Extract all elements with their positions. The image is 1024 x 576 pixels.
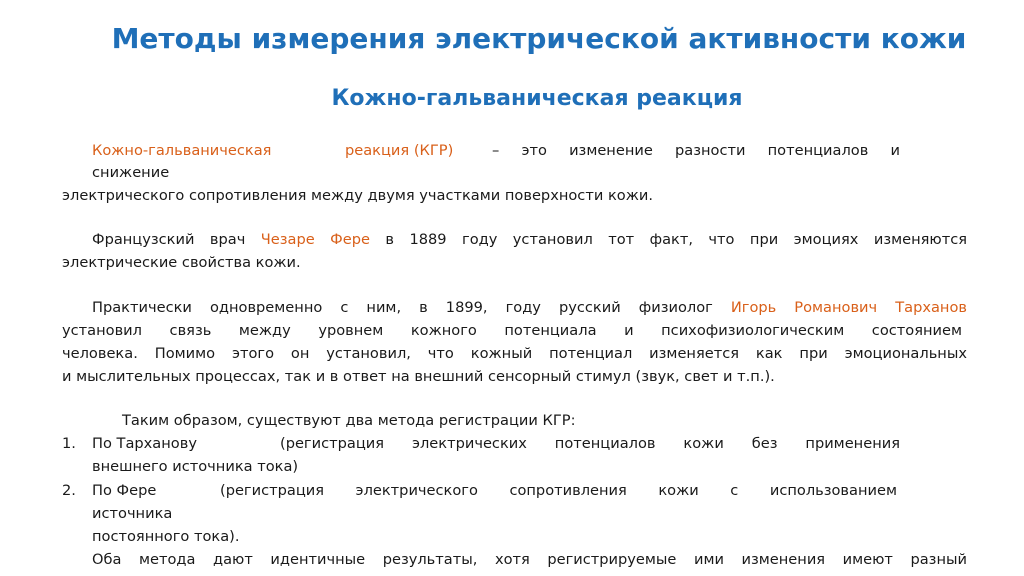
method-2-line2: источника xyxy=(92,505,173,522)
method-1-line2: внешнего источника тока) xyxy=(92,458,299,475)
term-kgr-abbr: реакция (КГР) xyxy=(345,142,454,159)
p1-line2: снижение xyxy=(92,164,170,181)
p3-line3: человека. Помимо этого он установил, что кожный потенциал изменяется как при эмоциональных xyxy=(62,345,967,362)
name-fere: Чезаре Фере xyxy=(260,231,370,248)
p3-line2: установил связь между уровнем кожного потенциала и психофизиологическим состоянием xyxy=(62,322,962,339)
method-2-desc: (регистрация электрического сопротивления кожи с использованием xyxy=(220,482,897,499)
p1-line3: электрического сопротивления между двумя участками поверхности кожи. xyxy=(62,187,653,204)
p1-definition: – это изменение разности потенциалов и xyxy=(492,142,900,159)
method-1-line1 xyxy=(92,434,900,454)
p1-line1 xyxy=(92,141,900,161)
method-2-label: По Фере xyxy=(92,482,157,499)
method-2-number: 2. xyxy=(62,482,76,499)
p2-post: в 1889 году установил тот факт, что при эмоциях изменяются xyxy=(369,231,968,248)
method-1-label: По Тарханову xyxy=(92,435,197,452)
p3-line1 xyxy=(92,298,967,318)
slide-subtitle: Кожно-гальваническая реакция xyxy=(331,86,743,111)
p2-line2: электрические свойства кожи. xyxy=(62,254,301,271)
methods-conclusion: Оба метода дают идентичные результаты, хотя регистрируемые ими изменения имеют разный xyxy=(92,551,967,568)
p3-line4: и мыслительных процессах, так и в ответ на внешний сенсорный стимул (звук, свет и т.п.). xyxy=(62,368,775,385)
method-1-number: 1. xyxy=(62,435,76,452)
p2-line1 xyxy=(92,230,967,250)
method-2-line1 xyxy=(92,481,897,501)
method-1-desc: (регистрация электрических потенциалов кожи без применения xyxy=(280,435,900,452)
name-tarkhanov: Игорь Романович Тарханов xyxy=(730,299,967,316)
p3-pre: Практически одновременно с ним, в 1899, году русский физиолог xyxy=(92,299,731,316)
methods-intro: Таким образом, существуют два метода регистрации КГР: xyxy=(122,412,576,429)
term-kgr: Кожно-гальваническая xyxy=(92,142,272,159)
method-2-line3: постоянного тока). xyxy=(92,528,240,545)
p2-pre: Французский врач xyxy=(92,231,261,248)
slide-title: Методы измерения электрической активности кожи xyxy=(111,22,967,55)
